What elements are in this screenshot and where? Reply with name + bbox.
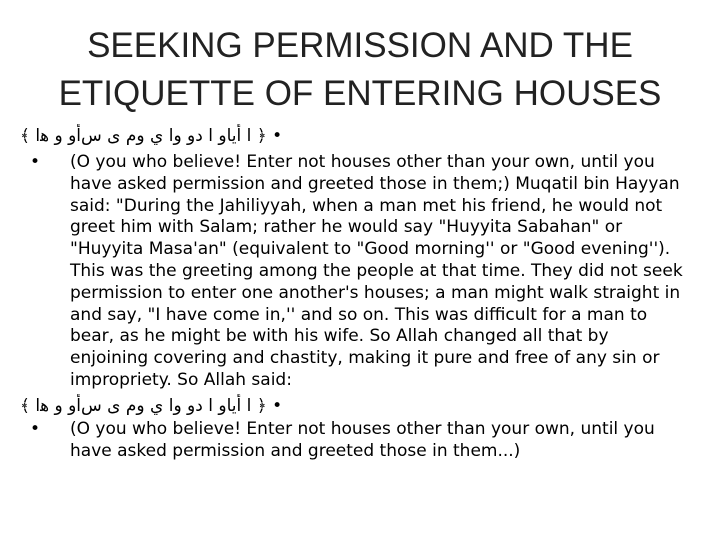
bullet: • bbox=[272, 396, 283, 416]
bullet: • bbox=[29, 419, 41, 439]
arabic-verse-text: ﴿ ﺍ ﺃﻳﺎﻭ ﺍ ﺩﻭ ﻭﺍ ﻱ ﻭﻡ ﻯ ﺱﺃﻭ ﻭ ﻫﺍ ﴾ bbox=[20, 396, 267, 416]
slide-title bbox=[40, 22, 680, 118]
paragraph-2 bbox=[10, 419, 700, 463]
arabic-verse-line-1 bbox=[20, 124, 365, 148]
arabic-verse-text: ﴿ ﺍ ﺃﻳﺎﻭ ﺍ ﺩﻭ ﻭﺍ ﻱ ﻭﻡ ﻯ ﺱﺃﻭ ﻭ ﻫﺍ ﴾ bbox=[20, 126, 267, 146]
paragraph-text: (O you who believe! Enter not houses other than your own, until you have asked permission and greeted those in them...) bbox=[70, 419, 655, 461]
bullet: • bbox=[272, 126, 283, 146]
arabic-verse-line-2 bbox=[20, 394, 365, 418]
paragraph-text: (O you who believe! Enter not houses other than your own, until you have asked permission and greeted those in them;) Muqatil bin Hayyan said: "During the Jahiliyyah, when a man met his friend, he would not greet him with Salam; rather he would say "Huyyita Sabahan" or "Huyyita Masa'an" (equivalent to "Good morning'' or "Good evening''). This was the greeting among the people at that time. They did not seek permission to enter one another's houses; a man might walk straight in and say, "I have come in,'' and so on. This was difficult for a man to bear, as he might be with his wife. So Allah changed all that by enjoining covering and chastity, making it pure and free of any sin or impropriety. So Allah said: bbox=[70, 152, 683, 390]
title-line-1: SEEKING PERMISSION AND THE bbox=[87, 26, 633, 65]
paragraph-1 bbox=[10, 152, 700, 392]
bullet: • bbox=[29, 152, 41, 172]
title-line-2: ETIQUETTE OF ENTERING HOUSES bbox=[58, 74, 662, 113]
